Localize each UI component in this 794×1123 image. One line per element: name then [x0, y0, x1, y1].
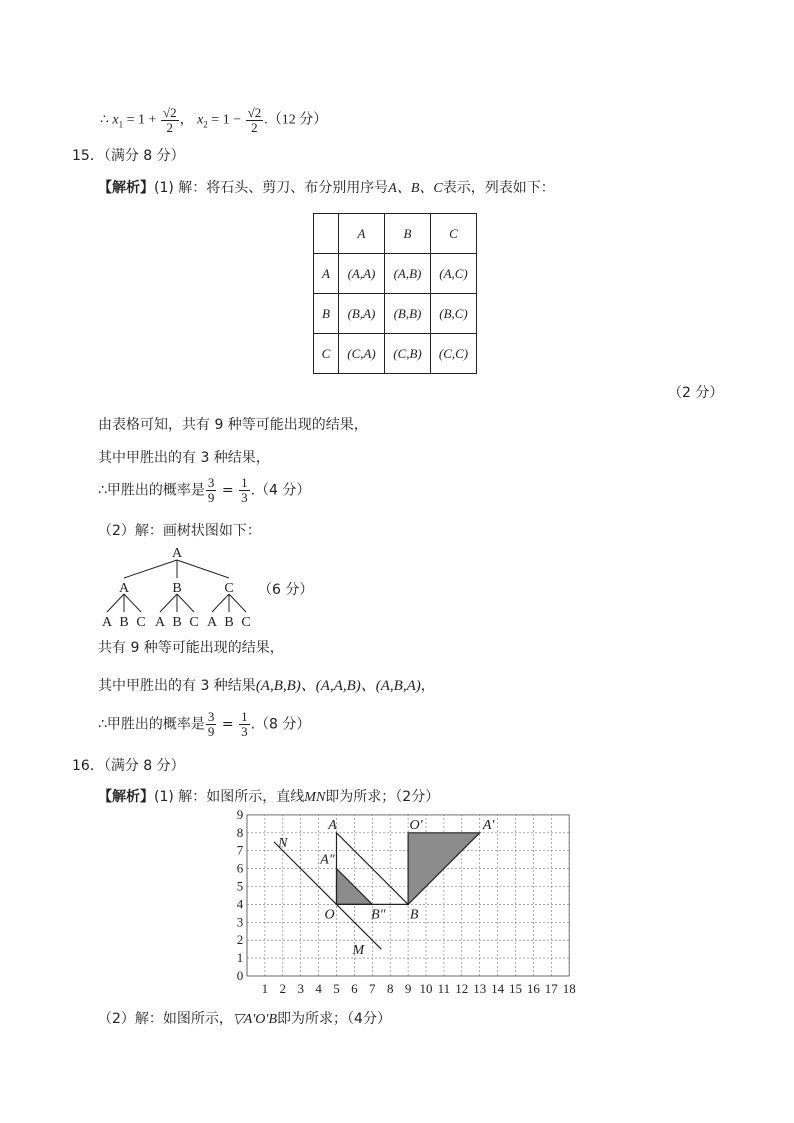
tree-diagram [98, 542, 278, 630]
y-tick-label: 7 [236, 842, 244, 858]
q16-p1-text: (1) 解：如图所示，直线 [154, 789, 305, 805]
win-line-2-prefix: 其中甲胜出的有 3 种结果 [98, 678, 256, 694]
table-cell: (B,C) [431, 294, 477, 334]
tree-leaf: B [172, 615, 182, 630]
x-tick-label: 11 [437, 981, 451, 996]
tree-branch [107, 594, 124, 612]
point-label-n: N [278, 835, 288, 851]
tree-leaf: C [189, 615, 199, 630]
table-row [314, 294, 477, 334]
var-x1: x [112, 112, 119, 128]
q15-win-line: 其中甲胜出的有 3 种结果， [98, 450, 270, 466]
table-col-header: C [431, 214, 477, 254]
tree-node: A [118, 581, 130, 596]
point-label-aprime: A′ [482, 817, 495, 833]
q16-heading: 16．（满分 8 分） [72, 758, 185, 774]
root-frac-2-num: √2 [247, 105, 262, 120]
y-tick-label: 9 [236, 808, 244, 822]
eq-2: = 1 − [207, 112, 245, 128]
prob2-score: .（8 分） [250, 716, 311, 733]
point-label-o: O [324, 907, 335, 923]
tree-leaf: A [101, 615, 113, 630]
prob2-frac-2 [239, 710, 250, 739]
y-tick-label: 0 [236, 968, 244, 983]
tree-root: A [171, 546, 183, 561]
prob2-eq: = [217, 716, 239, 733]
prob2-frac-2-num: 1 [241, 709, 248, 724]
var-x2: x [197, 112, 204, 128]
tree-branch [212, 594, 229, 612]
table-cell: (C,C) [431, 334, 477, 374]
x-tick-label: 3 [297, 981, 304, 996]
tree-branch [177, 594, 194, 612]
q16-p1-mn: MN [304, 790, 326, 805]
eq-1: = 1 + [123, 112, 160, 128]
x-tick-label: 5 [333, 981, 340, 996]
point-label-bpp: B″ [371, 907, 386, 923]
q16-p2-text: （2）解：如图所示， [98, 1011, 233, 1027]
tree-branch [124, 560, 177, 578]
separator: ， [179, 112, 194, 128]
tree-branch [124, 594, 141, 612]
prob-frac-1-den: 9 [207, 490, 215, 505]
y-tick-label: 8 [236, 824, 244, 840]
q15-prob-line [98, 476, 310, 505]
y-tick-label: 4 [236, 896, 244, 912]
y-tick-label: 6 [236, 860, 244, 876]
tree-node: B [172, 581, 182, 596]
q15-total-line-2: 共有 9 种等可能出现的结果， [98, 640, 284, 656]
coordinate-grid [228, 808, 588, 998]
prob2-prefix: ∴甲胜出的概率是 [98, 716, 205, 733]
y-tick-label: 5 [236, 878, 244, 894]
prob2-frac-1 [206, 710, 217, 739]
tree-leaf: B [119, 615, 129, 630]
q15-part2: （2）解：画树状图如下： [98, 523, 261, 539]
point-label-m: M [352, 943, 365, 959]
win-line-2-results: (A,B,B)、(A,A,B)、(A,B,A) [255, 678, 421, 694]
roots-line [100, 106, 327, 135]
q15-total-line: 由表格可知，共有 9 种等可能出现的结果， [98, 417, 368, 433]
root-frac-1 [161, 106, 179, 135]
x-tick-label: 2 [279, 981, 287, 996]
outcome-table [313, 213, 477, 374]
root-frac-2 [246, 106, 264, 135]
x-tick-label: 13 [473, 981, 487, 996]
q15-analysis-tag: 【解析】 [98, 180, 154, 196]
x-tick-label: 7 [369, 981, 376, 996]
tree-leaf: A [206, 615, 218, 630]
prob2-frac-1-den: 9 [207, 724, 215, 739]
tree-branch [229, 594, 246, 612]
q16-part2 [98, 1008, 391, 1028]
table-row [314, 254, 477, 294]
x-tick-label: 6 [351, 981, 358, 996]
x-tick-label: 9 [404, 981, 412, 996]
tree-leaf: C [241, 615, 251, 630]
x-tick-label: 16 [526, 981, 540, 996]
prob2-frac-2-den: 3 [241, 724, 248, 739]
root-frac-2-den: 2 [251, 120, 258, 135]
q15-heading: 15．（满分 8 分） [72, 148, 185, 164]
x-tick-label: 18 [562, 981, 576, 996]
root-frac-1-den: 2 [166, 120, 173, 135]
table-score: （2 分） [668, 385, 724, 401]
x-tick-label: 14 [491, 981, 505, 996]
q15-p1-intro: (1) 解：将石头、剪刀、布分别用序号 [154, 180, 389, 196]
win-line-2-end: ， [420, 678, 435, 694]
x-tick-label: 12 [455, 981, 469, 996]
table-cell: (C,B) [385, 334, 431, 374]
table-row-header: C [314, 334, 339, 374]
q15-win-line-2 [98, 674, 435, 695]
prob-frac-2-num: 1 [241, 475, 248, 490]
q16-p2-tri: ▽A′O′B [232, 1012, 278, 1027]
table-col-header: B [385, 214, 431, 254]
prob-frac-1-num: 3 [207, 475, 215, 490]
prob2-frac-1-num: 3 [207, 709, 215, 724]
point-label-a: A [328, 817, 337, 833]
q15-prob-line-2 [98, 710, 310, 739]
table-cell: (A,A) [339, 254, 385, 294]
table-header-row [314, 214, 477, 254]
therefore-symbol: ∴ [100, 112, 109, 128]
prob-frac-2 [239, 476, 250, 505]
table-cell: (A,C) [431, 254, 477, 294]
tree-leaf: C [136, 615, 146, 630]
roots-score: .（12 分） [264, 112, 328, 128]
root-frac-1-num: √2 [162, 105, 177, 120]
point-label-app: A″ [320, 852, 335, 868]
x-tick-label: 17 [544, 981, 558, 996]
q16-part1 [98, 786, 439, 806]
q15-part1 [98, 177, 555, 197]
prob-frac-1 [206, 476, 217, 505]
y-tick-label: 2 [236, 932, 244, 948]
q16-p2-tail: 即为所求；（4分） [277, 1011, 391, 1027]
prob-frac-2-den: 3 [241, 490, 248, 505]
tree-score: （6 分） [258, 582, 314, 598]
x-tick-label: 10 [419, 981, 433, 996]
prob-prefix: ∴甲胜出的概率是 [98, 482, 205, 499]
y-tick-label: 3 [236, 914, 244, 930]
table-corner [314, 214, 339, 254]
x-tick-label: 8 [386, 981, 394, 996]
q16-analysis-tag: 【解析】 [98, 789, 154, 805]
tree-branch [177, 560, 229, 578]
table-col-header: A [339, 214, 385, 254]
q15-p1-tail: 表示，列表如下： [442, 180, 555, 196]
x-tick-label: 15 [509, 981, 522, 996]
x-tick-label: 4 [315, 981, 322, 996]
sub-2: 2 [203, 119, 208, 130]
point-label-b: B [409, 907, 419, 923]
tree-branch [160, 594, 177, 612]
table-cell: (C,A) [339, 334, 385, 374]
sub-1: 1 [118, 119, 124, 130]
table-row-header: B [314, 294, 339, 334]
table-cell: (A,B) [385, 254, 431, 294]
x-tick-label: 1 [261, 981, 269, 996]
q16-p1-tail: 即为所求；（2分） [325, 789, 440, 805]
triangle-app-o-bpp [337, 869, 373, 905]
tree-leaf: A [154, 615, 166, 630]
table-row [314, 334, 477, 374]
prob-score: .（4 分） [250, 482, 311, 499]
point-label-oprime: O′ [409, 817, 423, 833]
y-tick-label: 1 [236, 950, 244, 966]
tree-node: C [224, 581, 234, 596]
tree-leaf: B [224, 615, 234, 630]
q15-p1-letters: A、B、C [388, 181, 443, 196]
table-row-header: A [314, 254, 339, 294]
table-cell: (B,B) [385, 294, 431, 334]
table-cell: (B,A) [339, 294, 385, 334]
prob-eq: = [217, 482, 239, 499]
